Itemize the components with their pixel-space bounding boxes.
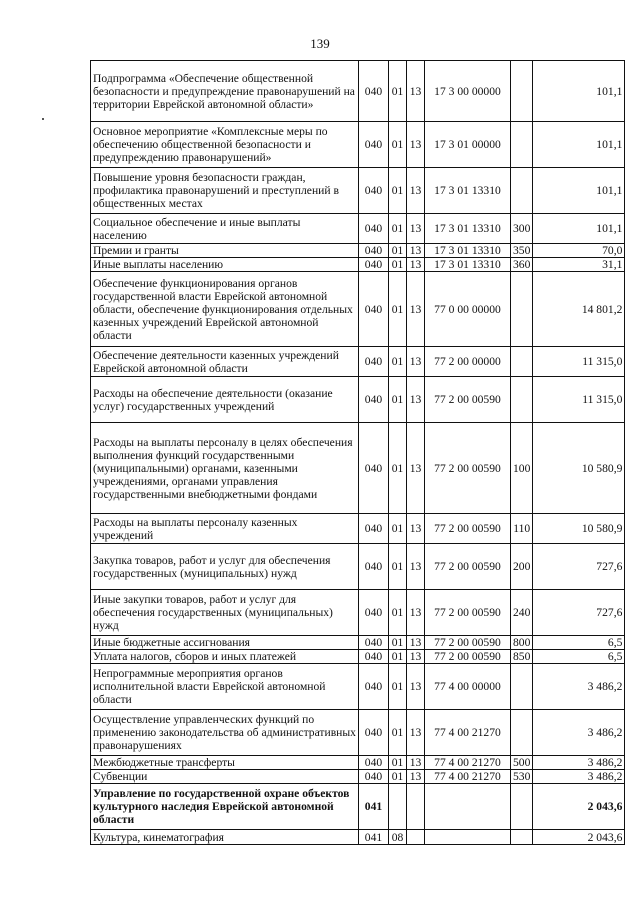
table-row <box>91 784 625 830</box>
row-name: Уплата налогов, сборов и иных платежей <box>91 650 359 664</box>
amount: 101,1 <box>533 61 625 122</box>
row-name: Расходы на обеспечение деятельности (оказание услуг) государственных учреждений <box>91 377 359 423</box>
amount: 3 486,2 <box>533 664 625 710</box>
target-article-code <box>425 784 511 830</box>
table-row <box>91 258 625 272</box>
target-article-code: 17 3 00 00000 <box>425 61 511 122</box>
expense-type-code <box>511 664 533 710</box>
section-code: 01 <box>389 590 407 636</box>
target-article-code: 77 4 00 21270 <box>425 756 511 770</box>
section-code: 01 <box>389 650 407 664</box>
table-row <box>91 244 625 258</box>
expense-type-code: 240 <box>511 590 533 636</box>
amount: 10 580,9 <box>533 423 625 514</box>
admin-code: 040 <box>359 756 389 770</box>
target-article-code: 17 3 01 00000 <box>425 122 511 168</box>
table-row <box>91 664 625 710</box>
expense-type-code: 350 <box>511 244 533 258</box>
admin-code: 040 <box>359 650 389 664</box>
expense-type-code: 800 <box>511 636 533 650</box>
row-name: Обеспечение функционирования органов государственной власти Еврейской автономной области, обеспечение функционирования отдельных казенных учреждений Еврейской автономной области <box>91 272 359 347</box>
amount: 70,0 <box>533 244 625 258</box>
table-row <box>91 61 625 122</box>
admin-code: 040 <box>359 590 389 636</box>
section-code: 01 <box>389 710 407 756</box>
section-code <box>389 784 407 830</box>
expense-type-code <box>511 272 533 347</box>
admin-code: 040 <box>359 770 389 784</box>
section-code: 01 <box>389 377 407 423</box>
target-article-code: 77 0 00 00000 <box>425 272 511 347</box>
subsection-code: 13 <box>407 258 425 272</box>
target-article-code: 77 2 00 00590 <box>425 423 511 514</box>
subsection-code: 13 <box>407 347 425 377</box>
target-article-code: 77 2 00 00000 <box>425 347 511 377</box>
admin-code: 041 <box>359 830 389 845</box>
subsection-code: 13 <box>407 377 425 423</box>
subsection-code: 13 <box>407 168 425 214</box>
section-code: 01 <box>389 347 407 377</box>
amount: 727,6 <box>533 544 625 590</box>
table-row <box>91 830 625 845</box>
table-row <box>91 650 625 664</box>
row-name: Иные выплаты населению <box>91 258 359 272</box>
section-code: 01 <box>389 258 407 272</box>
section-code: 01 <box>389 636 407 650</box>
row-name: Иные бюджетные ассигнования <box>91 636 359 650</box>
expense-type-code: 850 <box>511 650 533 664</box>
row-name: Субвенции <box>91 770 359 784</box>
subsection-code: 13 <box>407 590 425 636</box>
section-code: 01 <box>389 61 407 122</box>
subsection-code: 13 <box>407 710 425 756</box>
expense-type-code <box>511 377 533 423</box>
admin-code: 040 <box>359 377 389 423</box>
subsection-code: 13 <box>407 214 425 244</box>
table-row <box>91 347 625 377</box>
subsection-code <box>407 784 425 830</box>
section-code: 01 <box>389 770 407 784</box>
row-name: Обеспечение деятельности казенных учреждений Еврейской автономной области <box>91 347 359 377</box>
section-code: 01 <box>389 244 407 258</box>
subsection-code: 13 <box>407 756 425 770</box>
amount: 3 486,2 <box>533 756 625 770</box>
expense-type-code <box>511 784 533 830</box>
expense-type-code: 530 <box>511 770 533 784</box>
section-code: 01 <box>389 423 407 514</box>
target-article-code: 77 2 00 00590 <box>425 636 511 650</box>
admin-code: 040 <box>359 514 389 544</box>
row-name: Закупка товаров, работ и услуг для обеспечения государственных (муниципальных) нужд <box>91 544 359 590</box>
table-row <box>91 710 625 756</box>
amount: 101,1 <box>533 122 625 168</box>
section-code: 01 <box>389 168 407 214</box>
target-article-code: 17 3 01 13310 <box>425 244 511 258</box>
page-number: 139 <box>310 36 330 51</box>
table-row <box>91 756 625 770</box>
expense-type-code <box>511 830 533 845</box>
section-code: 01 <box>389 756 407 770</box>
amount: 3 486,2 <box>533 710 625 756</box>
admin-code: 041 <box>359 784 389 830</box>
amount: 31,1 <box>533 258 625 272</box>
table-row <box>91 544 625 590</box>
expense-type-code <box>511 61 533 122</box>
table-row <box>91 590 625 636</box>
expense-type-code: 110 <box>511 514 533 544</box>
scan-artifact <box>42 118 44 120</box>
amount: 727,6 <box>533 590 625 636</box>
admin-code: 040 <box>359 122 389 168</box>
expense-type-code: 300 <box>511 214 533 244</box>
amount: 2 043,6 <box>533 830 625 845</box>
expense-type-code <box>511 168 533 214</box>
subsection-code: 13 <box>407 272 425 347</box>
row-name: Социальное обеспечение и иные выплаты населению <box>91 214 359 244</box>
table-row <box>91 636 625 650</box>
target-article-code: 77 2 00 00590 <box>425 590 511 636</box>
subsection-code: 13 <box>407 664 425 710</box>
expense-type-code <box>511 347 533 377</box>
admin-code: 040 <box>359 636 389 650</box>
expense-type-code <box>511 122 533 168</box>
row-name: Подпрограмма «Обеспечение общественной безопасности и предупреждение правонарушений на территории Еврейской автономной области» <box>91 61 359 122</box>
table-row <box>91 272 625 347</box>
subsection-code: 13 <box>407 61 425 122</box>
target-article-code: 17 3 01 13310 <box>425 214 511 244</box>
target-article-code: 77 4 00 21270 <box>425 710 511 756</box>
amount: 101,1 <box>533 168 625 214</box>
table-row <box>91 514 625 544</box>
row-name: Непрограммные мероприятия органов исполнительной власти Еврейской автономной области <box>91 664 359 710</box>
table-row <box>91 423 625 514</box>
table-row <box>91 770 625 784</box>
section-code: 01 <box>389 122 407 168</box>
amount: 101,1 <box>533 214 625 244</box>
subsection-code: 13 <box>407 423 425 514</box>
admin-code: 040 <box>359 544 389 590</box>
table-row <box>91 168 625 214</box>
subsection-code <box>407 830 425 845</box>
admin-code: 040 <box>359 61 389 122</box>
admin-code: 040 <box>359 423 389 514</box>
target-article-code: 77 2 00 00590 <box>425 650 511 664</box>
target-article-code: 17 3 01 13310 <box>425 168 511 214</box>
table-row <box>91 122 625 168</box>
row-name: Иные закупки товаров, работ и услуг для обеспечения государственных (муниципальных) нужд <box>91 590 359 636</box>
amount: 11 315,0 <box>533 377 625 423</box>
row-name: Осуществление управленческих функций по применению законодательства об административных правонарушениях <box>91 710 359 756</box>
target-article-code: 77 2 00 00590 <box>425 514 511 544</box>
amount: 6,5 <box>533 650 625 664</box>
table-row <box>91 214 625 244</box>
admin-code: 040 <box>359 272 389 347</box>
amount: 11 315,0 <box>533 347 625 377</box>
target-article-code: 77 4 00 21270 <box>425 770 511 784</box>
section-code: 01 <box>389 214 407 244</box>
subsection-code: 13 <box>407 244 425 258</box>
target-article-code: 77 4 00 00000 <box>425 664 511 710</box>
section-code: 08 <box>389 830 407 845</box>
section-code: 01 <box>389 664 407 710</box>
admin-code: 040 <box>359 347 389 377</box>
row-name: Межбюджетные трансферты <box>91 756 359 770</box>
budget-table-body <box>91 61 625 845</box>
subsection-code: 13 <box>407 544 425 590</box>
admin-code: 040 <box>359 244 389 258</box>
section-code: 01 <box>389 544 407 590</box>
expense-type-code: 100 <box>511 423 533 514</box>
amount: 6,5 <box>533 636 625 650</box>
section-code: 01 <box>389 514 407 544</box>
target-article-code: 17 3 01 13310 <box>425 258 511 272</box>
expense-type-code: 500 <box>511 756 533 770</box>
subsection-code: 13 <box>407 514 425 544</box>
row-name: Культура, кинематография <box>91 830 359 845</box>
admin-code: 040 <box>359 214 389 244</box>
table-row <box>91 377 625 423</box>
subsection-code: 13 <box>407 636 425 650</box>
row-name: Повышение уровня безопасности граждан, профилактика правонарушений и преступлений в общественных местах <box>91 168 359 214</box>
subsection-code: 13 <box>407 650 425 664</box>
target-article-code: 77 2 00 00590 <box>425 377 511 423</box>
amount: 10 580,9 <box>533 514 625 544</box>
admin-code: 040 <box>359 664 389 710</box>
admin-code: 040 <box>359 168 389 214</box>
row-name: Расходы на выплаты персоналу казенных учреждений <box>91 514 359 544</box>
row-name: Основное мероприятие «Комплексные меры по обеспечению общественной безопасности и предупреждению правонарушений» <box>91 122 359 168</box>
subsection-code: 13 <box>407 770 425 784</box>
row-name: Расходы на выплаты персоналу в целях обеспечения выполнения функций государственными (муниципальными) органами, казенными учреждениями, органами управления государственными внебюджетными фондами <box>91 423 359 514</box>
expense-type-code: 200 <box>511 544 533 590</box>
amount: 2 043,6 <box>533 784 625 830</box>
amount: 14 801,2 <box>533 272 625 347</box>
subsection-code: 13 <box>407 122 425 168</box>
section-code: 01 <box>389 272 407 347</box>
target-article-code: 77 2 00 00590 <box>425 544 511 590</box>
budget-table <box>90 60 625 845</box>
expense-type-code <box>511 710 533 756</box>
admin-code: 040 <box>359 258 389 272</box>
row-name: Управление по государственной охране объектов культурного наследия Еврейской автономной области <box>91 784 359 830</box>
target-article-code <box>425 830 511 845</box>
amount: 3 486,2 <box>533 770 625 784</box>
admin-code: 040 <box>359 710 389 756</box>
expense-type-code: 360 <box>511 258 533 272</box>
row-name: Премии и гранты <box>91 244 359 258</box>
